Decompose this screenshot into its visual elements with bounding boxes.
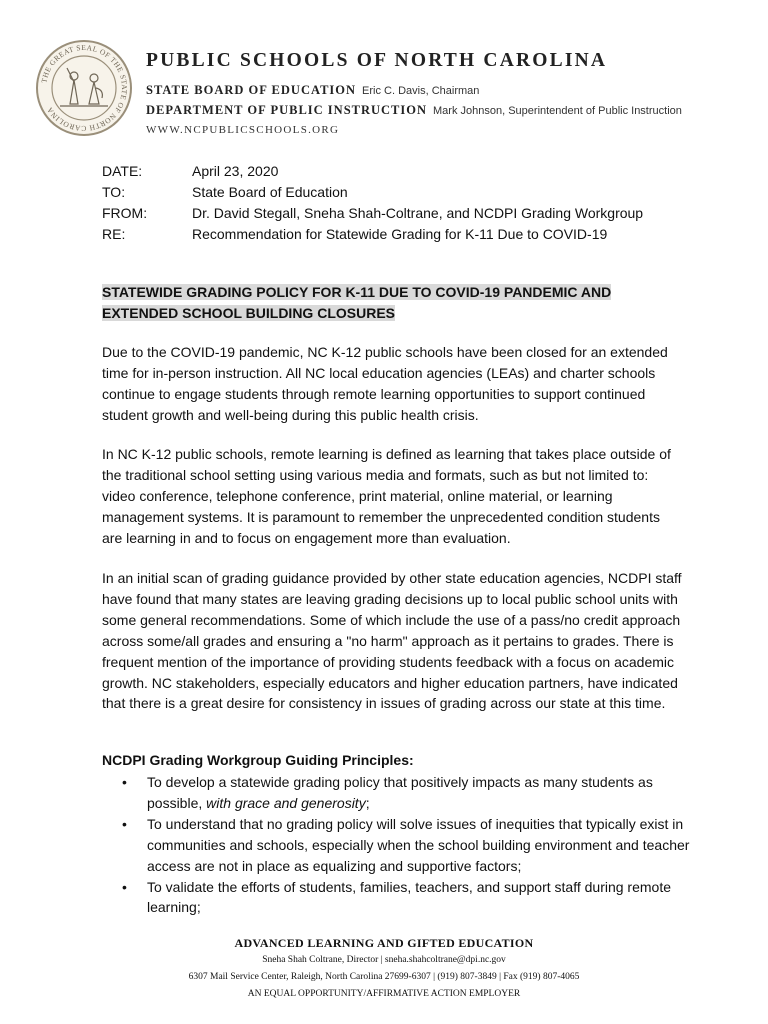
footer-address: 6307 Mail Service Center, Raleigh, North Carolina 27699-6307 | (919) 807-3849 | Fax (919) 807-4065 (188, 972, 580, 982)
letterhead-title: PUBLIC SCHOOLS OF NORTH CAROLINA (146, 50, 608, 71)
bullet-icon: • (122, 774, 127, 790)
bullet-icon: • (122, 815, 127, 832)
paragraph-remote-learning: In NC K-12 public schools, remote learning is defined as learning that takes place outside of the traditional school setting using various media and formats, such as but not limited to: video conference, telephone conference, print material, online material, or learning management systems. It is paramount to remember the unprecedented condition students are learning in and to focus on engagement more than evaluation. (102, 446, 671, 546)
principle-3-text: To validate the efforts of students, families, teachers, and support staff during remote learning; (147, 878, 671, 916)
policy-heading-line2: EXTENDED SCHOOL BUILDING CLOSURES (102, 305, 395, 321)
policy-heading-line1: STATEWIDE GRADING POLICY FOR K-11 DUE TO COVID-19 PANDEMIC AND (102, 284, 612, 300)
memo-re-label: RE: (102, 226, 126, 242)
letterhead-board-line (146, 83, 479, 98)
footer-division: ADVANCED LEARNING AND GIFTED EDUCATION (234, 936, 534, 950)
principles-title: NCDPI Grading Workgroup Guiding Principles: (102, 752, 414, 768)
footer-eeo: AN EQUAL OPPORTUNITY/AFFIRMATIVE ACTION EMPLOYER (247, 989, 521, 999)
board-chair: Eric C. Davis, Chairman (362, 85, 480, 97)
bullet-icon: • (122, 878, 127, 895)
letterhead-dept-line (146, 103, 682, 118)
list-item (102, 772, 702, 814)
list-item (102, 877, 702, 919)
memo-date-label: DATE: (102, 163, 143, 179)
memo-from-row (102, 205, 643, 221)
state-seal-logo (34, 38, 134, 138)
svg-text:THE GREAT SEAL OF THE STATE OF: THE GREAT SEAL OF THE STATE OF NORTH CAROLINA (39, 42, 130, 134)
memo-from-label: FROM: (102, 205, 148, 221)
paragraph-covid-closure: Due to the COVID-19 pandemic, NC K-12 public schools have been closed for an extended time for in-person instruction. All NC local education agencies (LEAs) and charter schools continue to engage students through remote learning opportunities to support continued student growth and well-being during this public health crisis. (102, 344, 668, 423)
paragraph-grading-scan: In an initial scan of grading guidance provided by other state education agencies, NCDPI staff have found that many states are leaving grading decisions up to local public school units with some general recommendations. Some of which include the use of a pass/no credit approach across some/all grades and ensuring a "no harm" approach as it pertains to grades. There is frequent mention of the importance of providing students feedback with a focus on academic growth. NC stakeholders, especially educators and higher education partners, have indicated that there is a great desire for consistency in issues of grading across our state at this time. (102, 570, 682, 712)
dept-superintendent: Mark Johnson, Superintendent of Public Instruction (433, 105, 682, 117)
footer-contact: Sneha Shah Coltrane, Director | sneha.shahcoltrane@dpi.nc.gov (262, 955, 506, 965)
list-item (102, 814, 702, 877)
memo-to-row (102, 184, 348, 200)
dept-org: DEPARTMENT OF PUBLIC INSTRUCTION (146, 103, 428, 117)
memo-from-value: Dr. David Stegall, Sneha Shah-Coltrane, and NCDPI Grading Workgroup (192, 205, 644, 221)
principles-list (102, 772, 702, 918)
principle-1-emphasis: with grace and generosity (206, 794, 366, 811)
memo-re-value: Recommendation for Statewide Grading for K-11 Due to COVID-19 (192, 226, 608, 242)
principle-2-text: To understand that no grading policy will solve issues of inequities that typically exist in communities and schools, especially when the school building environment and teacher access are not in place as equalizing and supportive factors; (147, 815, 690, 874)
principle-1-end: ; (365, 794, 370, 811)
memo-to-label: TO: (102, 184, 126, 200)
letterhead-url: WWW.NCPUBLICSCHOOLS.ORG (146, 124, 340, 136)
memo-date-row (102, 163, 278, 179)
memo-re-row (102, 226, 607, 242)
board-org: STATE BOARD OF EDUCATION (146, 83, 357, 97)
memo-date-value: April 23, 2020 (192, 163, 279, 179)
policy-heading (102, 282, 611, 324)
memo-to-value: State Board of Education (192, 184, 348, 200)
principle-1-text: To develop a statewide grading policy that positively impacts as many students as possible, (147, 774, 653, 811)
